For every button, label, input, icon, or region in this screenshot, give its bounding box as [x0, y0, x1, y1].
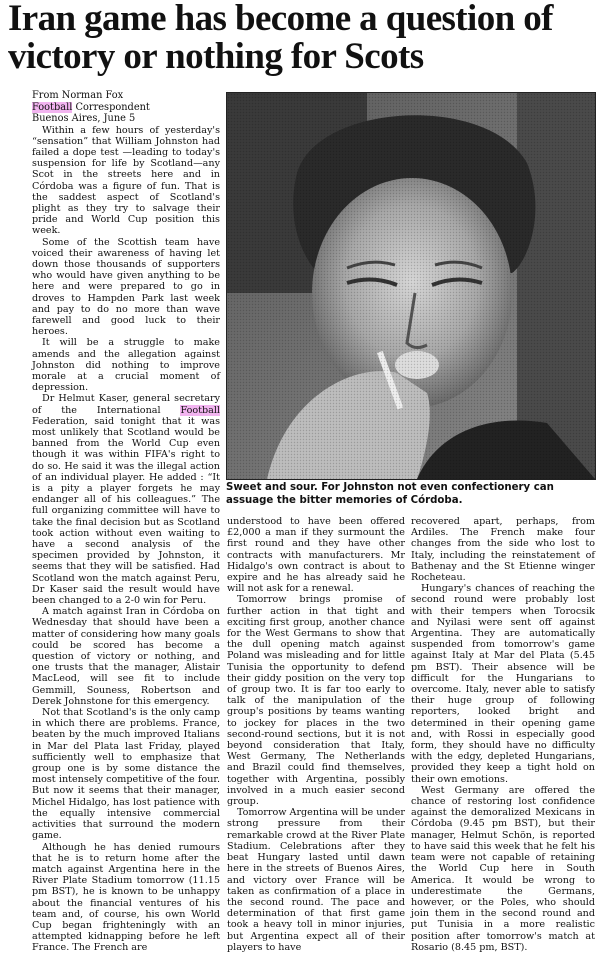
byline-dateline: Buenos Aires, June 5 — [32, 113, 136, 124]
paragraph: Not that Scotland's is the only camp in which there are problems. France, beaten by the much improved Italians in Mar del Plata last Friday, played sufficiently well to emphasize that group one is by some distance the most intensely competitive of the four. But now it seems that their manager, Michel Hidalgo, has lost patience with the equally intensive commercial activities that surround the modern game. — [32, 707, 220, 842]
article-column-2 — [227, 516, 405, 953]
photo-image — [227, 93, 595, 479]
paragraph-kaser-start: Dr Helmut Kaser, general secretary of the International — [32, 393, 220, 416]
byline-role-rest: Correspondent — [72, 101, 150, 113]
paragraph: West Germany are offered the chance of restoring lost confidence against the demoralized Mexicans in Córdoba (9.45 pm BST), but their manager, Helmut Schön, is reported to have said this week that he felt his team were not capable of retaining the World Cup here in South America. It would be wrong to underestimate the Germans, however, or the Poles, who should join them in the second round and put Tunisia in a more realistic position after tomorrow's match at Rosario (8.45 pm, BST). — [411, 784, 595, 953]
photo-caption: Sweet and sour. For Johnston not even confectionery can assuage the bitter memories of Córdoba. — [226, 482, 554, 506]
paragraph: recovered apart, perhaps, from Ardiles. The French make four changes from the side who lost to Italy, including the reinstatement of Bathenay and the St Etienne winger Rocheteau. — [411, 516, 595, 584]
photo-johnston — [226, 92, 596, 480]
paragraph: Hungary's chances of reaching the second round were probably lost with their tempers when Torocsik and Nyilasi were sent off against Argentina. They are automatically suspended from tomorrow's game against Italy at Mar del Plata (5.45 pm BST). Their absence will be difficult for the Hungarians to overcome. Italy, never able to satisfy their huge group of following reporters, looked bright and determined in their opening game and, with Rossi in especially good form, they should have no difficulty with the edgy, depleted Hungarians, provided they keep a tight hold on their own emotions. — [411, 583, 595, 785]
paragraph: It will be a struggle to make amends and the allegation against Johnston did nothing to improve morale at a crucial moment of depression. — [32, 337, 220, 394]
headline: Iran game has become a question of victory or nothing for Scots — [8, 0, 553, 77]
highlight-football: Football — [180, 404, 220, 416]
article-column-1 — [32, 90, 220, 954]
byline-author: From Norman Fox — [32, 90, 124, 101]
byline-role — [32, 102, 220, 114]
paragraph-kaser-rest: Federation, said tonight that it was most unlikely that Scotland would be banned from the World Cup even though it was within FIFA's right to do so. He said it was the illegal action of an individual player. He added : “It is a pity a player forgets he may endanger all of his colleagues.” The full organizing committee will have to take the final decision but as Scotland took action without even waiting to have a second analysis of the specimen provided by Johnston, it seems that they will be satisfied. Had Scotland won the match against Peru, Dr Kaser said the result would have been changed to a 2-0 win for Peru. — [32, 415, 220, 607]
paragraph: Within a few hours of yesterday's “sensation” that William Johnston had failed a dope test —leading to today's suspension for life by Scotland—any Scot in the streets here and in Córdoba was a figure of fun. That is the saddest aspect of Scotland's plight as they try to salvage their pride and World Cup position this week. — [32, 124, 220, 237]
paragraph: understood to have been offered £2,000 a man if they surmount the first round and they have other contracts with manufacturers. Mr Hidalgo's own contract is about to expire and he has already said he will not ask for a renewal. — [227, 516, 405, 595]
paragraph — [32, 393, 220, 606]
paragraph: A match against Iran in Córdoba on Wednesday that should have been a matter of considering how many goals could be scored has become a question of victory or nothing, and one trusts that the manager, Alistair MacLeod, will see fit to include Gemmill, Souness, Robertson and Derek Johnstone for this emergency. — [32, 606, 220, 707]
paragraph: Tomorrow brings promise of further action in that tight and exciting first group, another chance for the West Germans to show that the dull opening match against Poland was misleading and for little Tunisia the opportunity to defend their giddy position on the very top of group two. It is far too early to talk of the manipulation of the group's positions by teams wanting to jockey for places in the two second-round sections, but it is not beyond consideration that Italy, West Germany, The Netherlands and Brazil could find themselves, together with Argentina, possibly involved in a much easier second group. — [227, 594, 405, 808]
paragraph: Although he has denied rumours that he is to return home after the match against Argentina here in the River Plate Stadium tomorrow (11.15 pm BST), he is known to be unhappy about the financial ventures of his team and, of course, his own World Cup began frighteningly with an attempted kidnapping before he left France. The French are — [32, 841, 220, 954]
paragraph: Some of the Scottish team have voiced their awareness of having let down those thousands of supporters who would have given anything to be here and were prepared to go in droves to Hampden Park last week and pay to do no more than wave farewell and good luck to their heroes. — [32, 236, 220, 338]
paragraph: Tomorrow Argentina will be under strong pressure from their remarkable crowd at the River Plate Stadium. Celebrations after they beat Hungary lasted until dawn here in the streets of Buenos Aires, and victory over France will be taken as confirmation of a place in the second round. The pace and determination of that first game took a heavy toll in minor injuries, but Argentina expect all of their players to have — [227, 807, 405, 953]
highlight-football: Football — [32, 101, 73, 113]
article-column-3 — [411, 516, 595, 953]
